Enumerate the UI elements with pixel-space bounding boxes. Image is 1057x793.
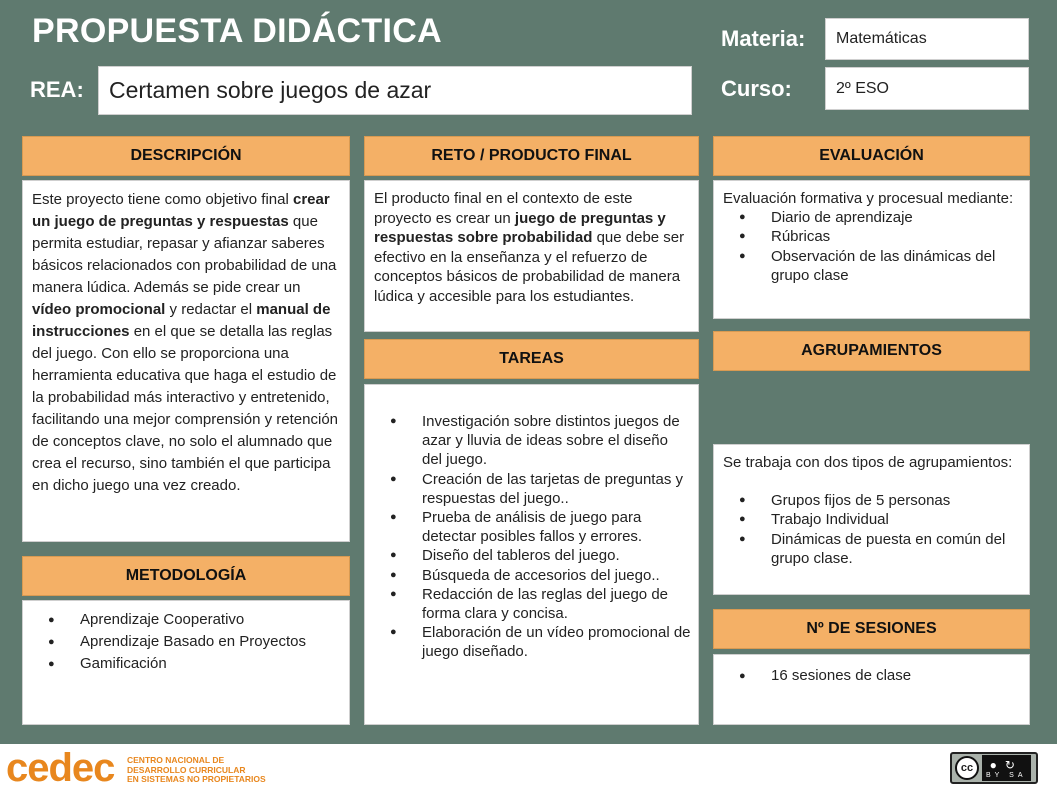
by-sa-icon: ●↻ BY SA xyxy=(982,755,1031,781)
agrupamientos-item: ● Trabajo Individual xyxy=(723,510,1020,529)
reto-segment: El producto final en el contexto de este proyecto es crear un xyxy=(374,190,633,227)
metodologia-item: ● Aprendizaje Basado en Proyectos xyxy=(32,631,340,653)
curso-label: Curso: xyxy=(721,76,792,101)
reto-body xyxy=(364,180,699,332)
descripcion-segment: crear un juego de preguntas y respuestas xyxy=(32,191,330,230)
cc-icon: cc xyxy=(955,756,979,780)
descripcion-heading: DESCRIPCIÓN xyxy=(22,136,350,176)
agrupamientos-body xyxy=(713,444,1030,595)
agrupamientos-heading: AGRUPAMIENTOS xyxy=(713,331,1030,371)
rea-field[interactable]: Certamen sobre juegos de azar xyxy=(98,66,692,115)
tareas-list xyxy=(374,412,692,662)
sesiones-item: ● 16 sesiones de clase xyxy=(723,665,1020,687)
materia-label: Materia: xyxy=(721,26,806,51)
agrupamientos-item: ● Dinámicas de puesta en común del grupo clase. xyxy=(723,530,1020,568)
descripcion-body xyxy=(22,180,350,542)
evaluacion-intro: Evaluación formativa y procesual mediante: xyxy=(723,190,1014,207)
evaluacion-heading: EVALUACIÓN xyxy=(713,136,1030,176)
tareas-heading: TAREAS xyxy=(364,339,699,379)
evaluacion-body xyxy=(713,180,1030,319)
tareas-item: ● Elaboración de un vídeo promocional de juego diseñado. xyxy=(374,623,692,661)
agrupamientos-intro: Se trabaja con dos tipos de agrupamientos: xyxy=(723,454,1013,471)
agrupamientos-list xyxy=(723,491,1020,568)
descripcion-text xyxy=(32,189,340,497)
reto-segment: que debe ser efectivo en la enseñanza y el refuerzo de conceptos básicos de probabilidad de manera lúdica y accesible para los estudiantes. xyxy=(374,229,685,305)
reto-heading: RETO / PRODUCTO FINAL xyxy=(364,136,699,176)
descripcion-segment: manual de instrucciones xyxy=(32,301,331,340)
descripcion-segment: y redactar el xyxy=(165,301,257,318)
evaluacion-item: ● Rúbricas xyxy=(723,227,1020,246)
curso-field[interactable]: 2º ESO xyxy=(825,67,1029,110)
descripcion-segment: vídeo promocional xyxy=(32,301,166,318)
footer xyxy=(0,744,1057,793)
sesiones-body xyxy=(713,654,1030,725)
evaluacion-item: ● Diario de aprendizaje xyxy=(723,208,1020,227)
cc-license-badge[interactable] xyxy=(950,752,1038,784)
tareas-item: ● Redacción de las reglas del juego de forma clara y concisa. xyxy=(374,585,692,623)
metodologia-body xyxy=(22,600,350,725)
metodologia-item: ● Gamificación xyxy=(32,653,340,675)
reto-segment: juego de preguntas y respuestas sobre probabilidad xyxy=(374,209,666,246)
evaluacion-list xyxy=(723,208,1020,285)
metodologia-item: ● Aprendizaje Cooperativo xyxy=(32,609,340,631)
descripcion-segment: en el que se detalla las reglas del juego. Con ello se proporciona una herramienta educativa que haga el estudio de la probabilidad más interactivo y entretenido, facilitando una mejor comprensión y retención de conceptos clave, no solo el alumnado que crea el recurso, sino también el que participa en dicho juego una vez creado. xyxy=(32,323,338,494)
cedec-logo: cedec xyxy=(6,746,115,790)
agrupamientos-item: ● Grupos fijos de 5 personas xyxy=(723,491,1020,510)
metodologia-list xyxy=(32,609,340,675)
tareas-item: ● Prueba de análisis de juego para detectar posibles fallos y errores. xyxy=(374,508,692,546)
sesiones-heading: Nº DE SESIONES xyxy=(713,609,1030,649)
tareas-item: ● Investigación sobre distintos juegos de azar y lluvia de ideas sobre el diseño del juego. xyxy=(374,412,692,470)
cedec-subtitle: CENTRO NACIONAL DE DESARROLLO CURRICULAR EN SISTEMAS NO PROPIETARIOS xyxy=(127,755,266,784)
descripcion-segment: Este proyecto tiene como objetivo final xyxy=(32,191,293,208)
page-title: PROPUESTA DIDÁCTICA xyxy=(32,12,442,50)
tareas-item: ● Diseño del tableros del juego. xyxy=(374,546,692,565)
tareas-item: ● Búsqueda de accesorios del juego.. xyxy=(374,566,692,585)
rea-label: REA: xyxy=(30,77,84,102)
metodologia-heading: METODOLOGÍA xyxy=(22,556,350,596)
materia-field[interactable]: Matemáticas xyxy=(825,18,1029,60)
sesiones-list xyxy=(723,665,1020,687)
reto-text xyxy=(374,189,689,306)
tareas-item: ● Creación de las tarjetas de preguntas y respuestas del juego.. xyxy=(374,470,692,508)
tareas-body xyxy=(364,384,699,725)
evaluacion-item: ● Observación de las dinámicas del grupo clase xyxy=(723,247,1020,285)
descripcion-segment: que permita estudiar, repasar y afianzar saberes básicos relacionados con probabilidad de una manera lúdica. Además se pide crear un xyxy=(32,213,337,296)
